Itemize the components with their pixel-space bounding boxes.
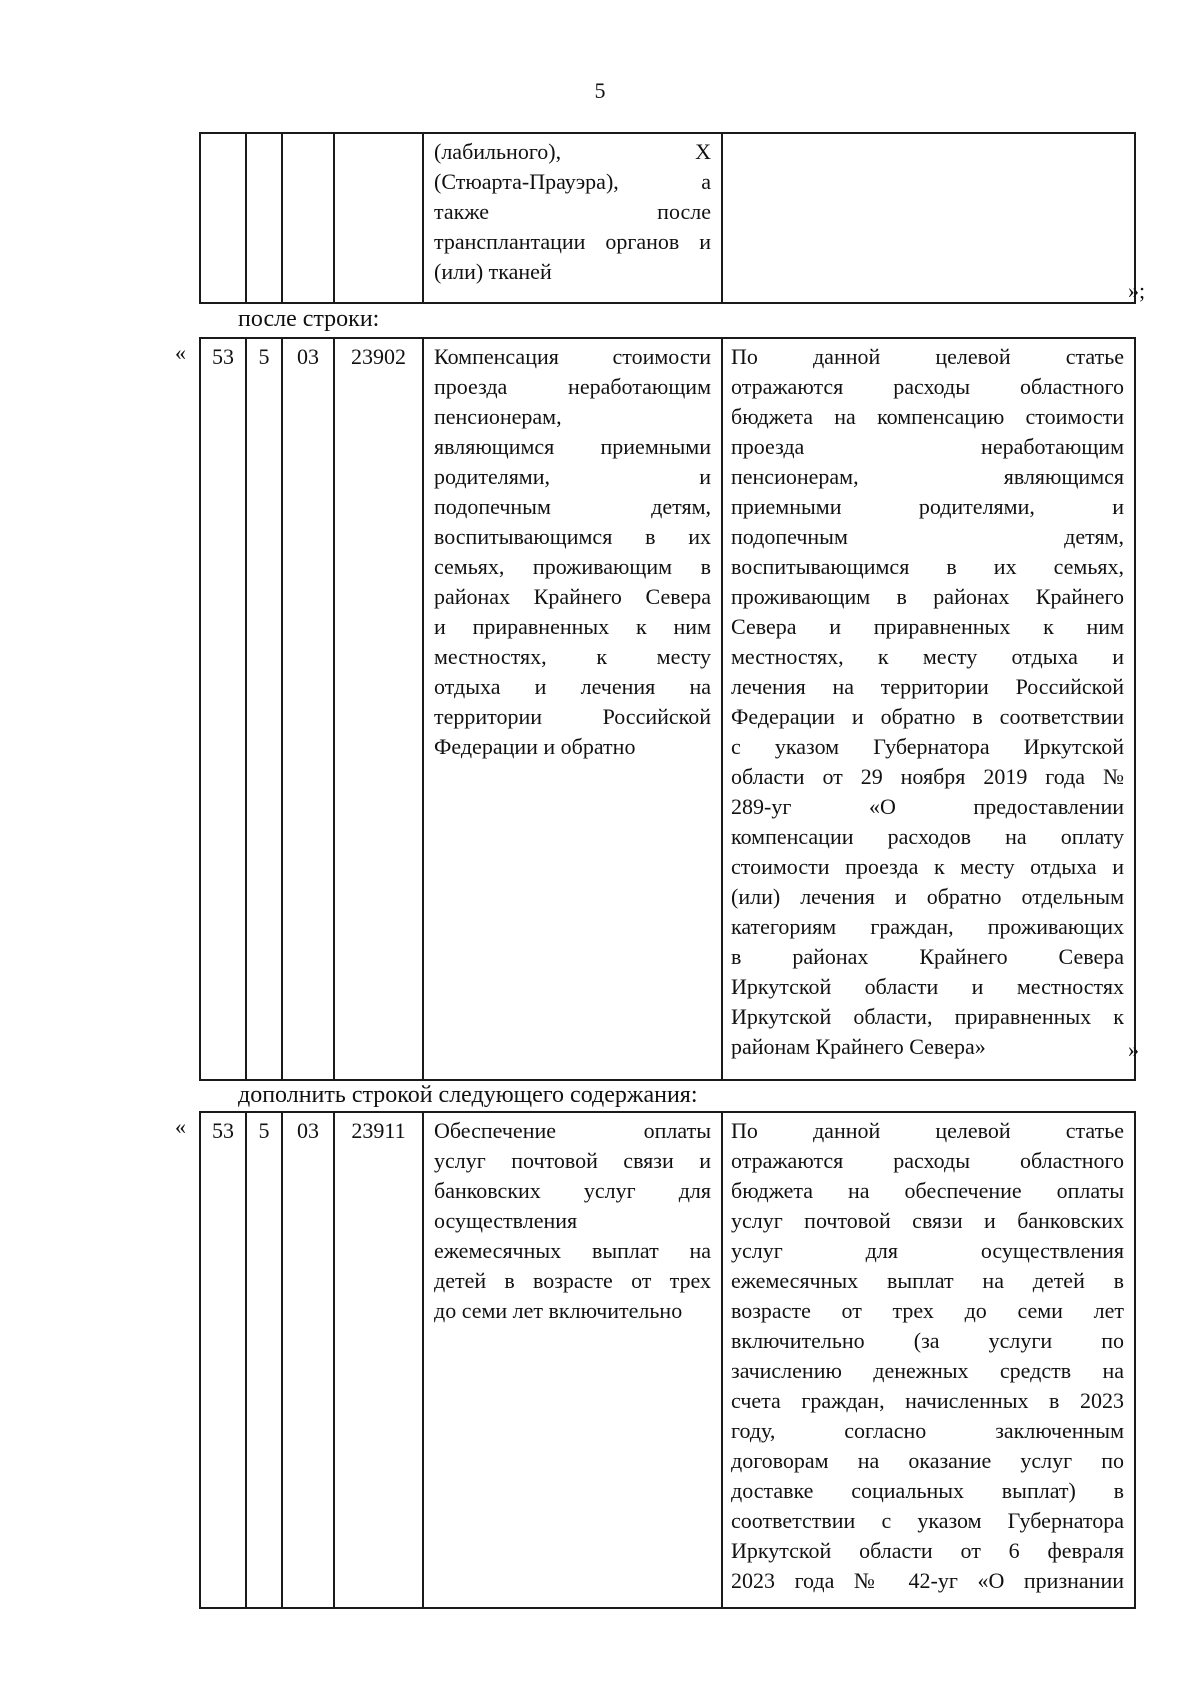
code-cell: 23911 [334,1112,423,1608]
text-line: счета граждан, начисленных в 2023 [731,1388,1124,1413]
text-line: Иркутской области и местностях [731,974,1124,999]
text-line: проезда неработающим [731,434,1124,459]
text-line: территории Российской [434,704,711,729]
code-cell: 03 [282,338,334,1080]
opening-quote-mark: « [175,1114,186,1139]
text-line: включительно (за услуги по [731,1328,1124,1353]
title-text [424,339,721,762]
code-cell [334,133,423,303]
description-text [723,1113,1134,1596]
text-line: и приравненных к ним [434,614,711,639]
text-line: местностях, к месту отдыха и [731,644,1124,669]
table-row-1 [199,337,1136,1081]
text-line: с указом Губернатора Иркутской [731,734,1124,759]
text-line: родителями, и [434,464,711,489]
closing-quote-mark: » [1128,1037,1139,1062]
text-line: пенсионерам, являющимся [731,464,1124,489]
text-line: (или) лечения и обратно отдельным [731,884,1124,909]
text-line: услуг для осуществления [731,1238,1124,1263]
table-row-2 [199,1111,1136,1609]
text-line: Севера и приравненных к ним [731,614,1124,639]
text-line: услуг почтовой связи и [434,1148,711,1173]
title-cell [423,1112,722,1608]
description-cell [722,338,1135,1080]
text-line: детей в возрасте от трех [434,1268,711,1293]
description-cell [722,133,1135,303]
text-line: Компенсация стоимости [434,344,711,369]
text-line: трансплантации органов и [434,229,711,254]
caption-add-row: дополнить строкой следующего содержания: [238,1082,698,1108]
text-line: 289-уг «О предоставлении [731,794,1124,819]
text-line: Федерации и обратно [434,734,636,759]
text-line: банковских услуг для [434,1178,711,1203]
text-line: категориям граждан, проживающих [731,914,1124,939]
text-line: отражаются расходы областного [731,374,1124,399]
text-line: области от 29 ноября 2019 года № [731,764,1124,789]
text-line: Иркутской области, приравненных к [731,1004,1124,1029]
opening-quote-mark: « [175,340,186,365]
title-cell [423,133,722,303]
code-cell: 03 [282,1112,334,1608]
code-cell: 53 [200,1112,246,1608]
text-line: Обеспечение оплаты [434,1118,711,1143]
text-line: проезда неработающим [434,374,711,399]
code-cell [246,133,282,303]
text-line: приемными родителями, и [731,494,1124,519]
description-cell [722,1112,1135,1608]
text-line: По данной целевой статье [731,1118,1124,1143]
page-number: 5 [594,78,606,103]
text-line: в районах Крайнего Севера [731,944,1124,969]
text-line: районам Крайнего Севера» [731,1034,986,1059]
text-line: доставке социальных выплат) в [731,1478,1124,1503]
text-line: являющимся приемными [434,434,711,459]
table-fragment [199,132,1136,304]
code-cell [200,133,246,303]
text-line: семьях, проживающим в [434,554,711,579]
text-line: возрасте от трех до семи лет [731,1298,1124,1323]
text-line: компенсации расходов на оплату [731,824,1124,849]
text-line: отдыха и лечения на [434,674,711,699]
text-line: лечения на территории Российской [731,674,1124,699]
text-line: зачислению денежных средств на [731,1358,1124,1383]
text-line: (Стюарта-Прауэра), а [434,169,711,194]
text-line: отражаются расходы областного [731,1148,1124,1173]
text-line: до семи лет включительно [434,1298,683,1323]
text-line: проживающим в районах Крайнего [731,584,1124,609]
caption-after-row: после строки: [238,306,380,332]
text-line: По данной целевой статье [731,344,1124,369]
text-line: Иркутской области от 6 февраля [731,1538,1124,1563]
text-line: услуг почтовой связи и банковских [731,1208,1124,1233]
title-cell [423,338,722,1080]
description-text [723,339,1134,1062]
text-line: ежемесячных выплат на [434,1238,711,1263]
code-cell: 23902 [334,338,423,1080]
code-cell: 5 [246,338,282,1080]
code-cell: 5 [246,1112,282,1608]
text-line: Федерации и обратно в соответствии [731,704,1124,729]
code-cell: 53 [200,338,246,1080]
text-line: осуществления [434,1208,578,1233]
text-line: районах Крайнего Севера [434,584,711,609]
text-line: пенсионерам, [434,404,562,429]
title-text [424,1113,721,1326]
text-line: воспитывающимся в их семьях, [731,554,1124,579]
text-line: подопечным детям, [434,494,711,519]
text-line: также после [434,199,711,224]
text-line: 2023 года № 42-уг «О признании [731,1568,1124,1593]
text-line: соответствии с указом Губернатора [731,1508,1124,1533]
text-line: подопечным детям, [731,524,1124,549]
text-line: (или) тканей [434,259,552,284]
code-cell [282,133,334,303]
text-line: воспитывающимся в их [434,524,711,549]
text-line: бюджета на обеспечение оплаты [731,1178,1124,1203]
closing-quote-mark: »; [1128,278,1146,303]
text-line: местностях, к месту [434,644,711,669]
text-line: бюджета на компенсацию стоимости [731,404,1124,429]
text-line: стоимости проезда к месту отдыха и [731,854,1124,879]
title-text [424,134,721,287]
text-line: году, согласно заключенным [731,1418,1124,1443]
text-line: договорам на оказание услуг по [731,1448,1124,1473]
text-line: ежемесячных выплат на детей в [731,1268,1124,1293]
text-line: (лабильного), X [434,139,711,164]
